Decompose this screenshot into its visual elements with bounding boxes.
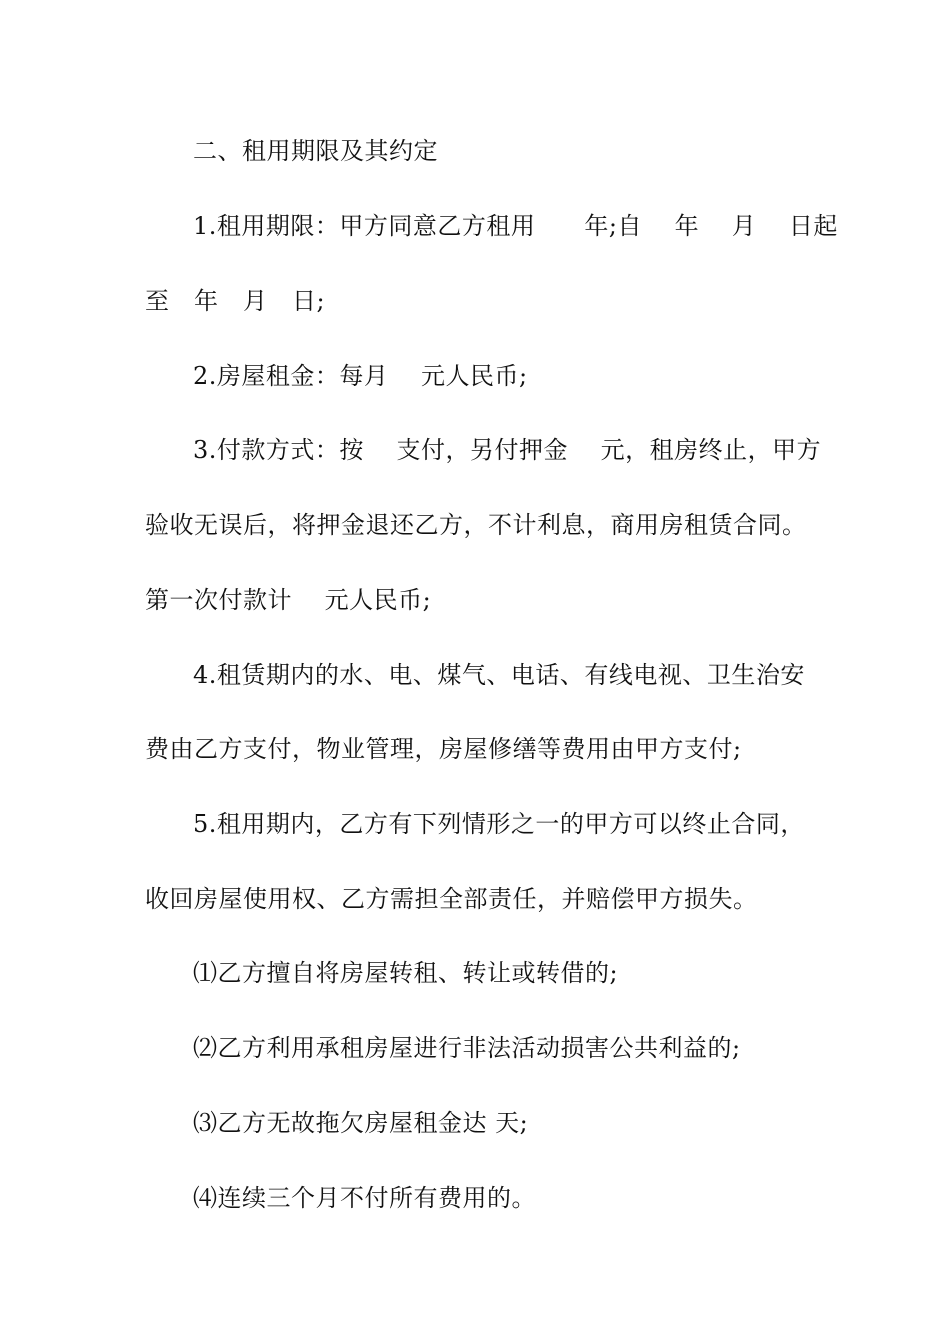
- paragraph-line: 收回房屋使用权、乙方需担全部责任，并赔偿甲方损失。: [145, 885, 758, 913]
- paragraph-line: 3.付款方式：按 支付，另付押金 元，租房终止，甲方: [193, 436, 822, 464]
- paragraph-line: 1.租用期限：甲方同意乙方租用 年;自 年 月 日起: [193, 212, 838, 240]
- paragraph-line: 4.租赁期内的水、电、煤气、电话、有线电视、卫生治安: [193, 661, 805, 689]
- paragraph-line: 费由乙方支付，物业管理，房屋修缮等费用由甲方支付;: [145, 735, 742, 763]
- list-item: ⑶乙方无故拖欠房屋租金达 天;: [193, 1109, 529, 1137]
- paragraph-line: 验收无误后，将押金退还乙方，不计利息，商用房租赁合同。: [145, 511, 807, 539]
- paragraph-line: 至 年 月 日;: [145, 287, 326, 315]
- paragraph-line: 5.租用期内，乙方有下列情形之一的甲方可以终止合同，: [193, 810, 805, 838]
- list-item: ⑷连续三个月不付所有费用的。: [193, 1184, 536, 1212]
- list-item: ⑴乙方擅自将房屋转租、转让或转借的;: [193, 959, 619, 987]
- paragraph-line: 2.房屋租金：每月 元人民币;: [193, 362, 528, 390]
- section-heading: 二、租用期限及其约定: [193, 137, 438, 165]
- list-item: ⑵乙方利用承租房屋进行非法活动损害公共利益的;: [193, 1034, 741, 1062]
- paragraph-line: 第一次付款计 元人民币;: [145, 586, 432, 614]
